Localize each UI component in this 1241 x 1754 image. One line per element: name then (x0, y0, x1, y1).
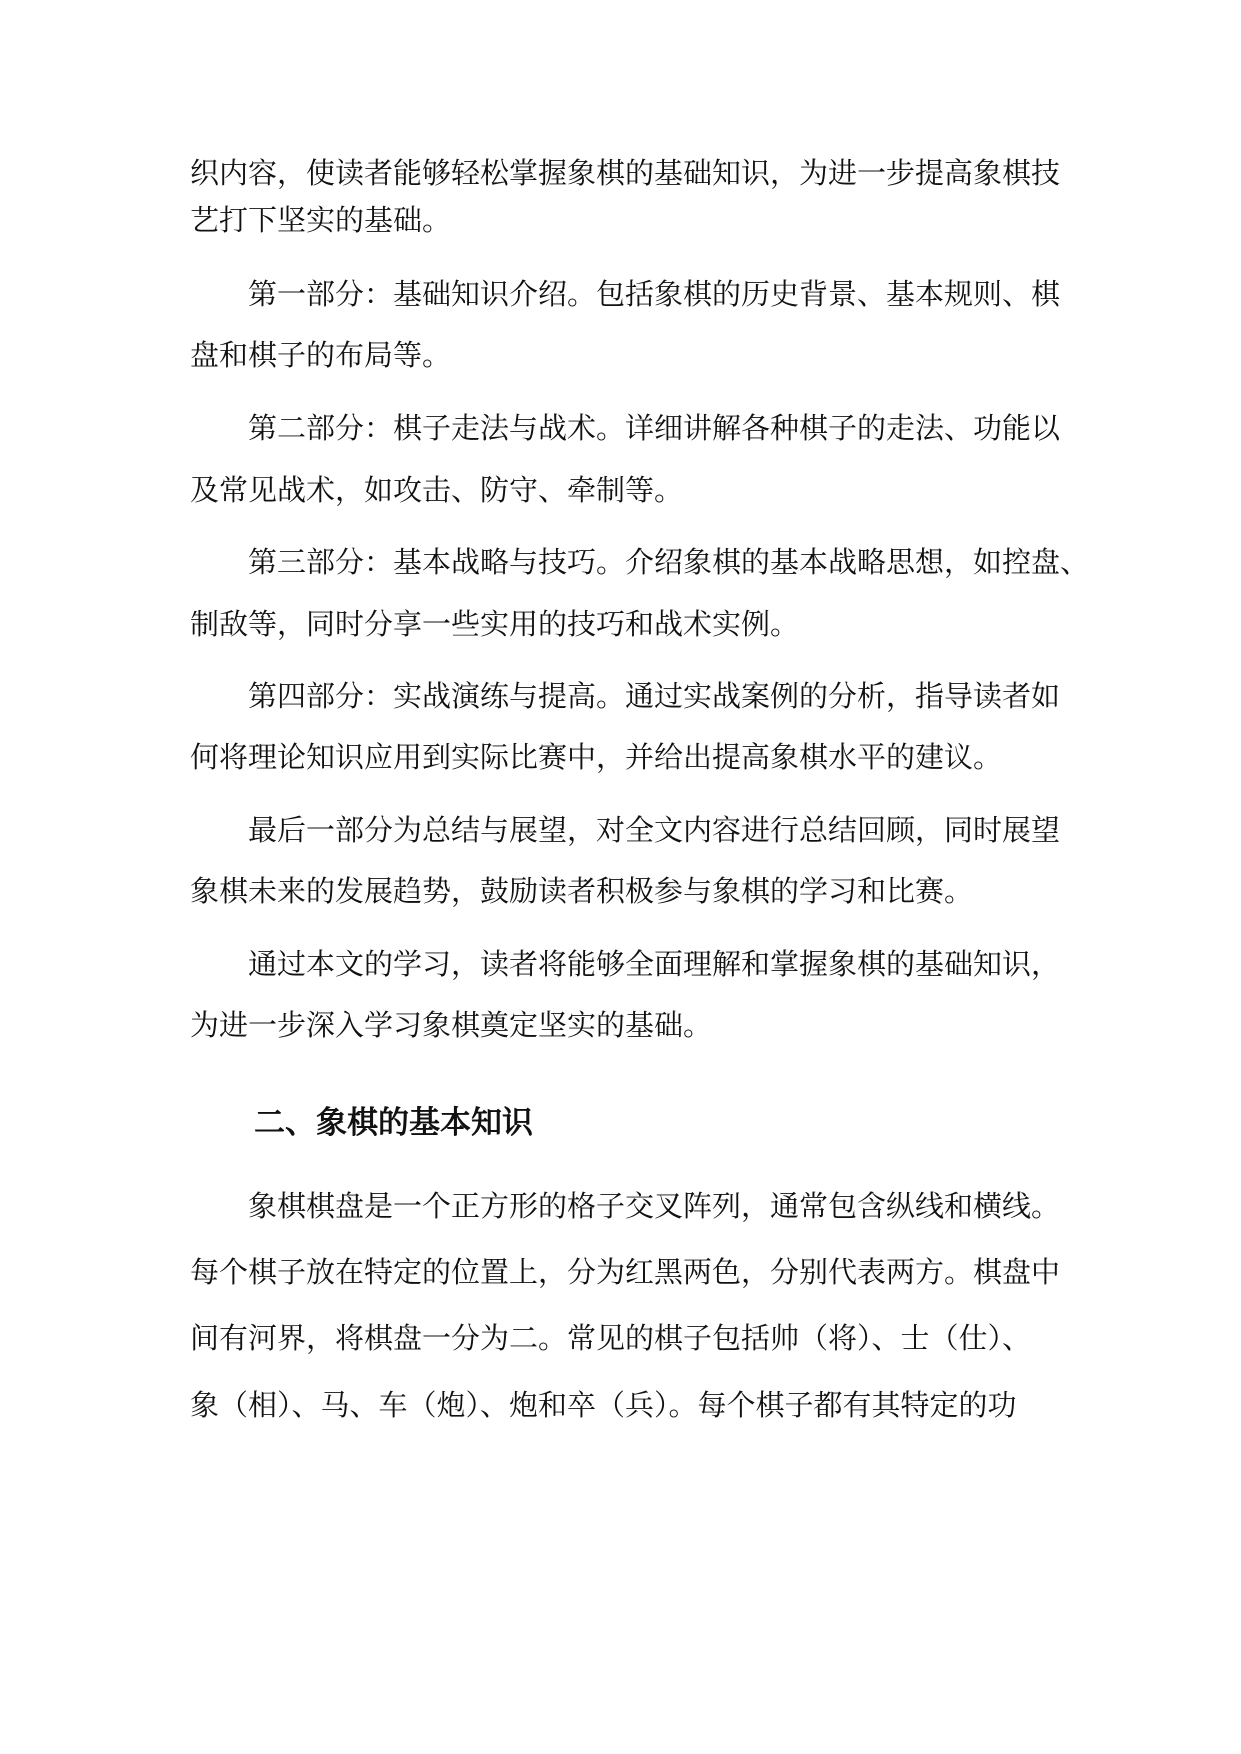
paragraph-line: 象（相）、马、车（炮）、炮和卒（兵）。每个棋子都有其特定的功 (190, 1388, 1017, 1422)
paragraph-line: 盘和棋子的布局等。 (190, 338, 452, 372)
paragraph-line: 象棋棋盘是一个正方形的格子交叉阵列，通常包含纵线和横线。 (248, 1189, 1061, 1223)
paragraph-line: 第三部分：基本战略与技巧。介绍象棋的基本战略思想，如控盘、 (248, 545, 1090, 579)
paragraph-line: 象棋未来的发展趋势，鼓励读者积极参与象棋的学习和比赛。 (190, 874, 974, 908)
paragraph-line: 每个棋子放在特定的位置上，分为红黑两色，分别代表两方。棋盘中 (190, 1255, 1061, 1289)
paragraph-line: 通过本文的学习，读者将能够全面理解和掌握象棋的基础知识， (248, 947, 1061, 981)
paragraph-line: 何将理论知识应用到实际比赛中，并给出提高象棋水平的建议。 (190, 740, 1003, 774)
paragraph-line: 第二部分：棋子走法与战术。详细讲解各种棋子的走法、功能以 (248, 411, 1061, 445)
paragraph-line: 织内容，使读者能够轻松掌握象棋的基础知识，为进一步提高象棋技 (190, 156, 1061, 190)
paragraph-line: 及常见战术，如攻击、防守、牵制等。 (190, 473, 684, 507)
paragraph-line: 艺打下坚实的基础。 (190, 203, 452, 237)
paragraph-line: 第一部分：基础知识介绍。包括象棋的历史背景、基本规则、棋 (248, 277, 1061, 311)
paragraph-line: 间有河界，将棋盘一分为二。常见的棋子包括帅（将）、士（仕）、 (190, 1321, 1032, 1355)
paragraph-line: 第四部分：实战演练与提高。通过实战案例的分析，指导读者如 (248, 679, 1061, 713)
paragraph-line: 为进一步深入学习象棋奠定坚实的基础。 (190, 1008, 713, 1042)
section-heading: 二、象棋的基本知识 (254, 1105, 533, 1141)
paragraph-line: 最后一部分为总结与展望，对全文内容进行总结回顾，同时展望 (248, 813, 1061, 847)
paragraph-line: 制敌等，同时分享一些实用的技巧和战术实例。 (190, 607, 800, 641)
